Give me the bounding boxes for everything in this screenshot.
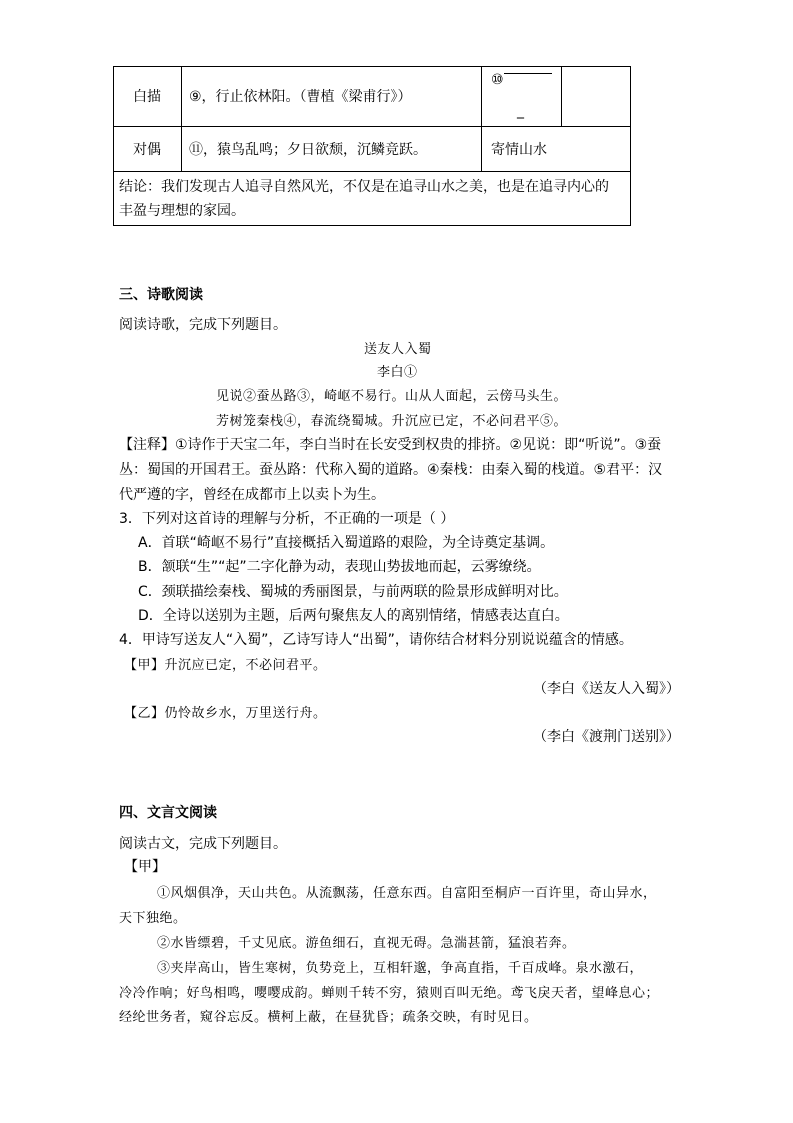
passage-p1-line1: ①风烟俱净，天山共色。从流飘荡，任意东西。自富阳至桐庐一百许里，奇山异水，: [157, 886, 657, 901]
jia-label: 【甲】: [124, 859, 166, 875]
example-baimiao: ⑨，行止依林阳。（曹植《梁甫行》）: [189, 89, 412, 105]
passage-p3-line3: 经纶世务者，窥谷忘反。横柯上蔽，在昼犹昏；疏条交映，有时见日。: [119, 1010, 538, 1025]
technique-baimiao: 白描: [133, 89, 161, 105]
notes-line3: 代严遵的字，曾经在成都市上以卖卜为生。: [119, 487, 385, 503]
section3-title: 三、诗歌阅读: [119, 287, 203, 303]
question-4: 4．甲诗写送友人“入蜀”，乙诗写诗人“出蜀”，请你结合材料分别说说蕴含的情感。: [119, 632, 633, 648]
passage-p2-line1: ②水皆缥碧，千丈见底。游鱼细石，直视无碍。急湍甚箭，猛浪若奔。: [157, 936, 576, 951]
technique-duiou: 对偶: [133, 141, 161, 158]
passage-p1-line2: 天下独绝。: [119, 911, 187, 926]
poem-author: 李白①: [377, 365, 418, 380]
blank-answer-10[interactable]: [491, 72, 561, 96]
q3-option-d[interactable]: D．全诗以送别为主题，后两句聚焦友人的离别情绪，情感表达直白。: [138, 608, 569, 624]
q3-option-c[interactable]: C．颈联描绘秦栈、蜀城的秀丽图景，与前两联的险景形成鲜明对比。: [138, 584, 568, 600]
poem-title: 送友人入蜀: [364, 342, 432, 357]
notes-line1: 【注释】①诗作于天宝二年，李白当时在长安受到权贵的排挤。②见说：即“听说”。③蚕: [119, 437, 662, 453]
theme-cell: 寄情山水: [491, 141, 547, 158]
q3-option-a[interactable]: A．首联“崎岖不易行”直接概括入蜀道路的艰险，为全诗奠定基调。: [138, 535, 555, 551]
comparison-table: [113, 66, 631, 226]
notes-line2: 丛：蜀国的开国君王。蚕丛路：代称入蜀的道路。④秦栈：由秦入蜀的栈道。⑤君平：汉: [119, 462, 663, 478]
q4-jia: 【甲】升沉应已定，不必问君平。: [124, 658, 327, 673]
section4-title: 四、文言文阅读: [119, 805, 217, 821]
blank-tail: _: [517, 103, 524, 119]
q4-yi-source: （李白《渡荆门送别》）: [533, 729, 680, 745]
poem-line2: 芳树笼秦栈④，春流绕蜀城。升沉应已定，不必问君平⑤。: [216, 414, 568, 429]
q4-yi: 【乙】仍怜故乡水，万里送行舟。: [124, 706, 327, 721]
blank-underline: [504, 72, 552, 74]
empty-cell: [562, 66, 630, 126]
q3-option-b[interactable]: B．颔联“生”“起”二字化静为动，表现山势拔地而起，云雾缭绕。: [138, 559, 541, 575]
passage-p3-line2: 冷冷作响；好鸟相鸣，嘤嘤成韵。蝉则千转不穷，猿则百叫无绝。鸢飞戾天者，望峰息心；: [119, 986, 660, 1001]
conclusion-line1: 结论：我们发现古人追寻自然风光，不仅是在追寻山水之美，也是在追寻内心的: [119, 179, 609, 195]
question-3: 3．下列对这首诗的理解与分析，不正确的一项是（ ）: [119, 511, 455, 527]
example-duiou: ⑪，猿鸟乱鸣；夕日欲颓，沉鳞竞跃。: [189, 141, 427, 158]
poem-line1: 见说②蚕丛路③，崎岖不易行。山从人面起，云傍马头生。: [216, 389, 568, 404]
section3-instruction: 阅读诗歌，完成下列题目。: [119, 317, 287, 333]
section4-instruction: 阅读古文，完成下列题目。: [119, 836, 287, 852]
conclusion-line2: 丰盈与理想的家园。: [119, 203, 245, 219]
q4-jia-source: （李白《送友人入蜀》）: [533, 681, 680, 697]
passage-p3-line1: ③夹岸高山，皆生寒树，负势竞上，互相轩邈，争高直指，千百成峰。泉水激石，: [157, 961, 644, 976]
blank-number: ⑩: [491, 72, 504, 88]
